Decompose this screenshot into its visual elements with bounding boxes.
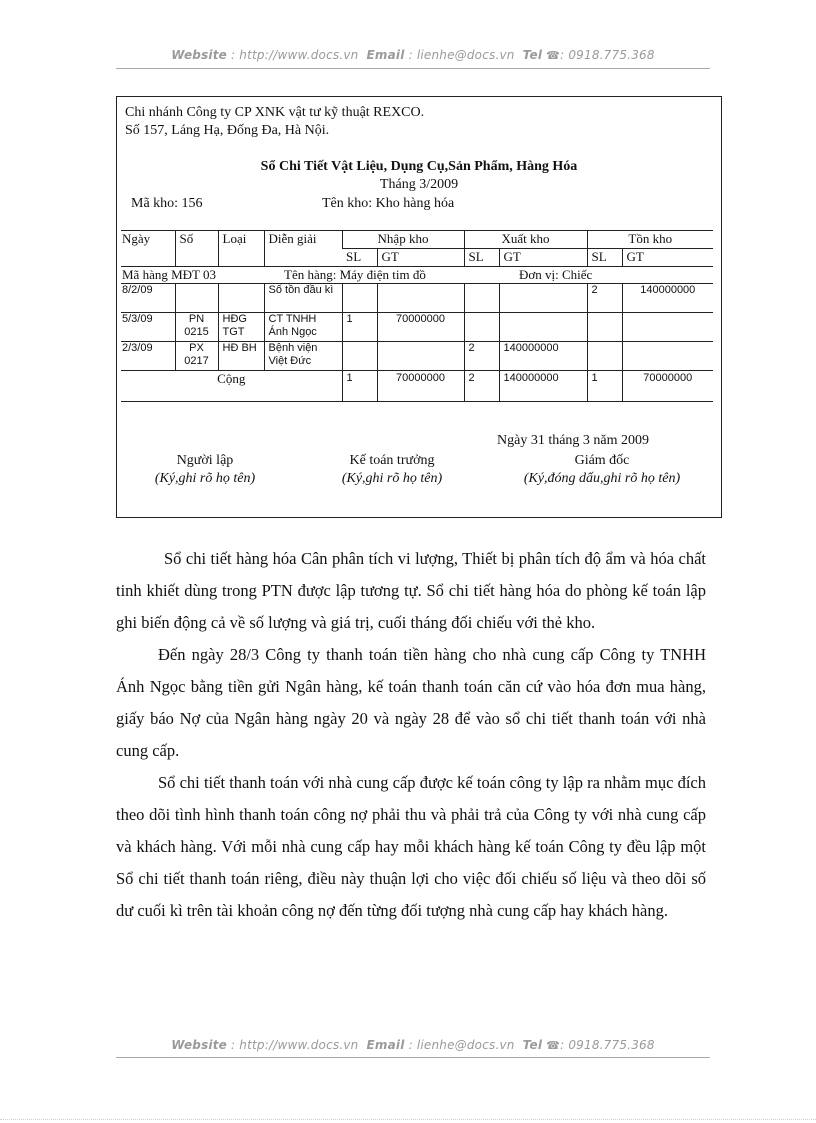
company-name: Chi nhánh Công ty CP XNK vật tư kỹ thuật REXCO.: [125, 105, 425, 120]
website-url[interactable]: : http://www.docs.vn: [231, 48, 359, 62]
cell-in-value: [377, 342, 464, 371]
tel-label: Tel: [522, 48, 543, 62]
col-export-value: GT: [499, 249, 587, 267]
email-value[interactable]: : lienhe@docs.vn: [408, 48, 515, 62]
phone-icon: ☎: [546, 49, 561, 62]
tel-label: Tel: [522, 1038, 543, 1052]
cell-date: 5/3/09: [121, 313, 175, 342]
col-description: Diễn giải: [264, 231, 342, 267]
warehouse-code: Mã kho: 156: [131, 196, 203, 211]
signer-director-role: Giám đốc: [574, 453, 630, 468]
total-out-qty: 2: [464, 371, 499, 402]
sign-date: Ngày 31 tháng 3 năm 2009: [497, 433, 650, 448]
item-name: Tên hàng: Máy điện tim đồ: [264, 267, 499, 284]
form-title: Sổ Chi Tiết Vật Liệu, Dụng Cụ,Sản Phẩm, Hàng Hóa: [260, 159, 578, 174]
total-label: Cộng: [121, 371, 342, 402]
cell-stock-value: [622, 342, 713, 371]
email-label: Email: [366, 48, 405, 62]
cell-stock-qty: [587, 342, 622, 371]
ledger-table: [121, 230, 713, 402]
item-unit: Đơn vị: Chiếc: [499, 267, 713, 284]
cell-date: 2/3/09: [121, 342, 175, 371]
total-in-value: 70000000: [377, 371, 464, 402]
cell-stock-qty: [587, 313, 622, 342]
footer-divider: [116, 1057, 710, 1058]
cell-out-value: [499, 313, 587, 342]
cell-out-qty: [464, 313, 499, 342]
page-header: [116, 48, 710, 62]
tel-value: : 0918.775.368: [560, 48, 655, 62]
col-number: Số: [175, 231, 218, 267]
phone-icon: ☎: [546, 1039, 561, 1052]
cell-number: [175, 284, 218, 313]
paragraph: Sổ chi tiết hàng hóa Cân phân tích vi lượng, Thiết bị phân tích độ ẩm và hóa chất tinh khiết dùng trong PTN được lập tương tự. Sổ chi tiết hàng hóa do phòng kế toán lập ghi biến động cả về số lượng và giá trị, cuối tháng đối chiếu với thẻ kho.: [116, 549, 706, 632]
email-label: Email: [366, 1038, 405, 1052]
signer-accountant-role: Kế toán trưởng: [349, 453, 435, 468]
table-header-row: [121, 231, 713, 249]
cell-type: HĐ BH: [218, 342, 264, 371]
table-row: [121, 284, 713, 313]
col-import: Nhập kho: [342, 231, 464, 249]
item-code: Mã hàng MĐT 03: [121, 267, 264, 284]
website-label: Website: [171, 48, 228, 62]
col-type: Loại: [218, 231, 264, 267]
cell-stock-value: 140000000: [622, 284, 713, 313]
col-import-value: GT: [377, 249, 464, 267]
table-row: [121, 342, 713, 371]
col-export: Xuất kho: [464, 231, 587, 249]
page-edge-divider: [0, 1119, 816, 1120]
cell-description: CT TNHH Ánh Ngọc: [264, 313, 342, 342]
cell-type: [218, 284, 264, 313]
col-export-qty: SL: [464, 249, 499, 267]
cell-in-qty: 1: [342, 313, 377, 342]
col-stock: Tồn kho: [587, 231, 713, 249]
total-in-qty: 1: [342, 371, 377, 402]
signer-director-note: (Ký,đóng dấu,ghi rõ họ tên): [523, 471, 681, 486]
total-row: [121, 371, 713, 402]
signer-preparer-role: Người lập: [176, 453, 234, 468]
cell-out-value: 140000000: [499, 342, 587, 371]
total-stock-qty: 1: [587, 371, 622, 402]
page-footer: [116, 1038, 710, 1052]
col-stock-qty: SL: [587, 249, 622, 267]
cell-date: 8/2/09: [121, 284, 175, 313]
website-url[interactable]: : http://www.docs.vn: [231, 1038, 359, 1052]
cell-out-qty: [464, 284, 499, 313]
item-info-row: [121, 267, 713, 284]
total-stock-value: 70000000: [622, 371, 713, 402]
col-date: Ngày: [121, 231, 175, 267]
ledger-form: [116, 96, 722, 518]
cell-stock-value: [622, 313, 713, 342]
tel-value: : 0918.775.368: [560, 1038, 655, 1052]
website-label: Website: [171, 1038, 228, 1052]
header-divider: [116, 68, 710, 69]
paragraph: Đến ngày 28/3 Công ty thanh toán tiền hàng cho nhà cung cấp Công ty TNHH Ánh Ngọc bằng tiền gửi Ngân hàng, kế toán thanh toán căn cứ vào hóa đơn mua hàng, giấy báo Nợ của Ngân hàng ngày 20 và ngày 28 để vào sổ chi tiết thanh toán với nhà cung cấp.: [116, 645, 706, 760]
company-address: Số 157, Láng Hạ, Đống Đa, Hà Nội.: [125, 123, 330, 138]
cell-in-qty: [342, 284, 377, 313]
total-out-value: 140000000: [499, 371, 587, 402]
table-row: [121, 313, 713, 342]
form-month: Tháng 3/2009: [379, 177, 459, 192]
cell-number: PN 0215: [175, 313, 218, 342]
cell-description: Số tồn đầu kì: [264, 284, 342, 313]
email-value[interactable]: : lienhe@docs.vn: [408, 1038, 515, 1052]
cell-stock-qty: 2: [587, 284, 622, 313]
col-import-qty: SL: [342, 249, 377, 267]
cell-in-value: [377, 284, 464, 313]
cell-out-qty: 2: [464, 342, 499, 371]
cell-out-value: [499, 284, 587, 313]
cell-in-qty: [342, 342, 377, 371]
signer-preparer-note: (Ký,ghi rõ họ tên): [154, 471, 256, 486]
warehouse-name: Tên kho: Kho hàng hóa: [322, 196, 455, 211]
col-stock-value: GT: [622, 249, 713, 267]
paragraph: Sổ chi tiết thanh toán với nhà cung cấp được kế toán công ty lập ra nhằm mục đích theo dõi tình hình thanh toán công nợ phải thu và phải trả của Công ty với nhà cung cấp và khách hàng. Với mỗi nhà cung cấp hay mỗi khách hàng kế toán Công ty đều lập một Sổ chi tiết thanh toán riêng, điều này thuận lợi cho việc đối chiếu số liệu và theo dõi số dư cuối kì trên tài khoản công nợ đến từng đối tượng nhà cung cấp hay khách hàng.: [116, 773, 706, 920]
signer-accountant-note: (Ký,ghi rõ họ tên): [341, 471, 443, 486]
body-text: [116, 543, 706, 927]
cell-description: Bệnh viện Việt Đức: [264, 342, 342, 371]
cell-number: PX 0217: [175, 342, 218, 371]
cell-type: HĐG TGT: [218, 313, 264, 342]
cell-in-value: 70000000: [377, 313, 464, 342]
